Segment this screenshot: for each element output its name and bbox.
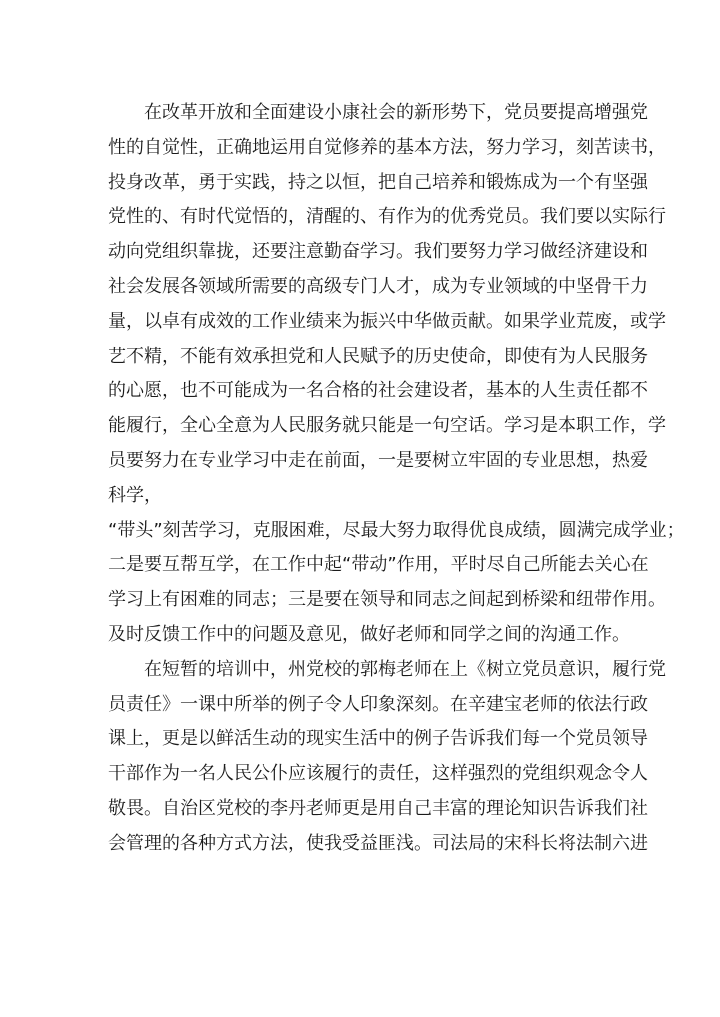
text-line: 社会发展各领域所需要的高级专门人才，成为专业领域的中坚骨干力: [108, 275, 648, 297]
text-line: 动向党组织靠拢，还要注意勤奋学习。我们要努力学习做经济建设和: [108, 241, 648, 263]
text-line: 艺不精，不能有效承担党和人民赋予的历史使命，即使有为人民服务: [108, 345, 648, 367]
text-line: 在短暂的培训中，州党校的郭梅老师在上《树立党员意识，履行党: [144, 658, 666, 680]
text-line: 性的自觉性，正确地运用自觉修养的基本方法，努力学习，刻苦读书，: [108, 136, 666, 158]
body-text: [108, 96, 685, 862]
text-line: 员要努力在专业学习中走在前面，一是要树立牢固的专业思想，热爱: [108, 449, 648, 471]
text-line: 党性的、有时代觉悟的，清醒的、有作为的优秀党员。我们要以实际行: [108, 206, 666, 228]
text-line: 二是要互帮互学，在工作中起“带动”作用，平时尽自己所能去关心在: [108, 554, 649, 576]
text-line: 及时反馈工作中的问题及意见，做好老师和同学之间的沟通工作。: [108, 623, 630, 645]
text-line: 学习上有困难的同志；三是要在领导和同志之间起到桥梁和纽带作用。: [108, 589, 666, 611]
text-line: 会管理的各种方式方法，使我受益匪浅。司法局的宋科长将法制六进: [108, 832, 648, 854]
text-line: 在改革开放和全面建设小康社会的新形势下，党员要提高增强党: [144, 102, 648, 123]
text-line: 员责任》一课中所举的例子令人印象深刻。在辛建宝老师的依法行政: [108, 693, 648, 715]
text-line: “带头”刻苦学习，克服困难，尽最大努力取得优良成绩，圆满完成学业；: [108, 519, 685, 541]
text-line: 投身改革，勇于实践，持之以恒，把自己培养和锻炼成为一个有坚强: [108, 171, 648, 193]
text-line: 科学，: [108, 484, 162, 506]
text-line: 的心愿，也不可能成为一名合格的社会建设者，基本的人生责任都不: [108, 380, 648, 402]
text-line: 干部作为一名人民公仆应该履行的责任，这样强烈的党组织观念令人: [108, 763, 648, 785]
text-line: 敬畏。自治区党校的李丹老师更是用自己丰富的理论知识告诉我们社: [108, 797, 648, 819]
text-line: 能履行，全心全意为人民服务就只能是一句空话。学习是本职工作，学: [108, 415, 666, 437]
text-line: 量，以卓有成效的工作业绩来为振兴中华做贡献。如果学业荒废，或学: [108, 310, 666, 332]
text-line: 课上，更是以鲜活生动的现实生活中的例子告诉我们每一个党员领导: [108, 728, 648, 750]
